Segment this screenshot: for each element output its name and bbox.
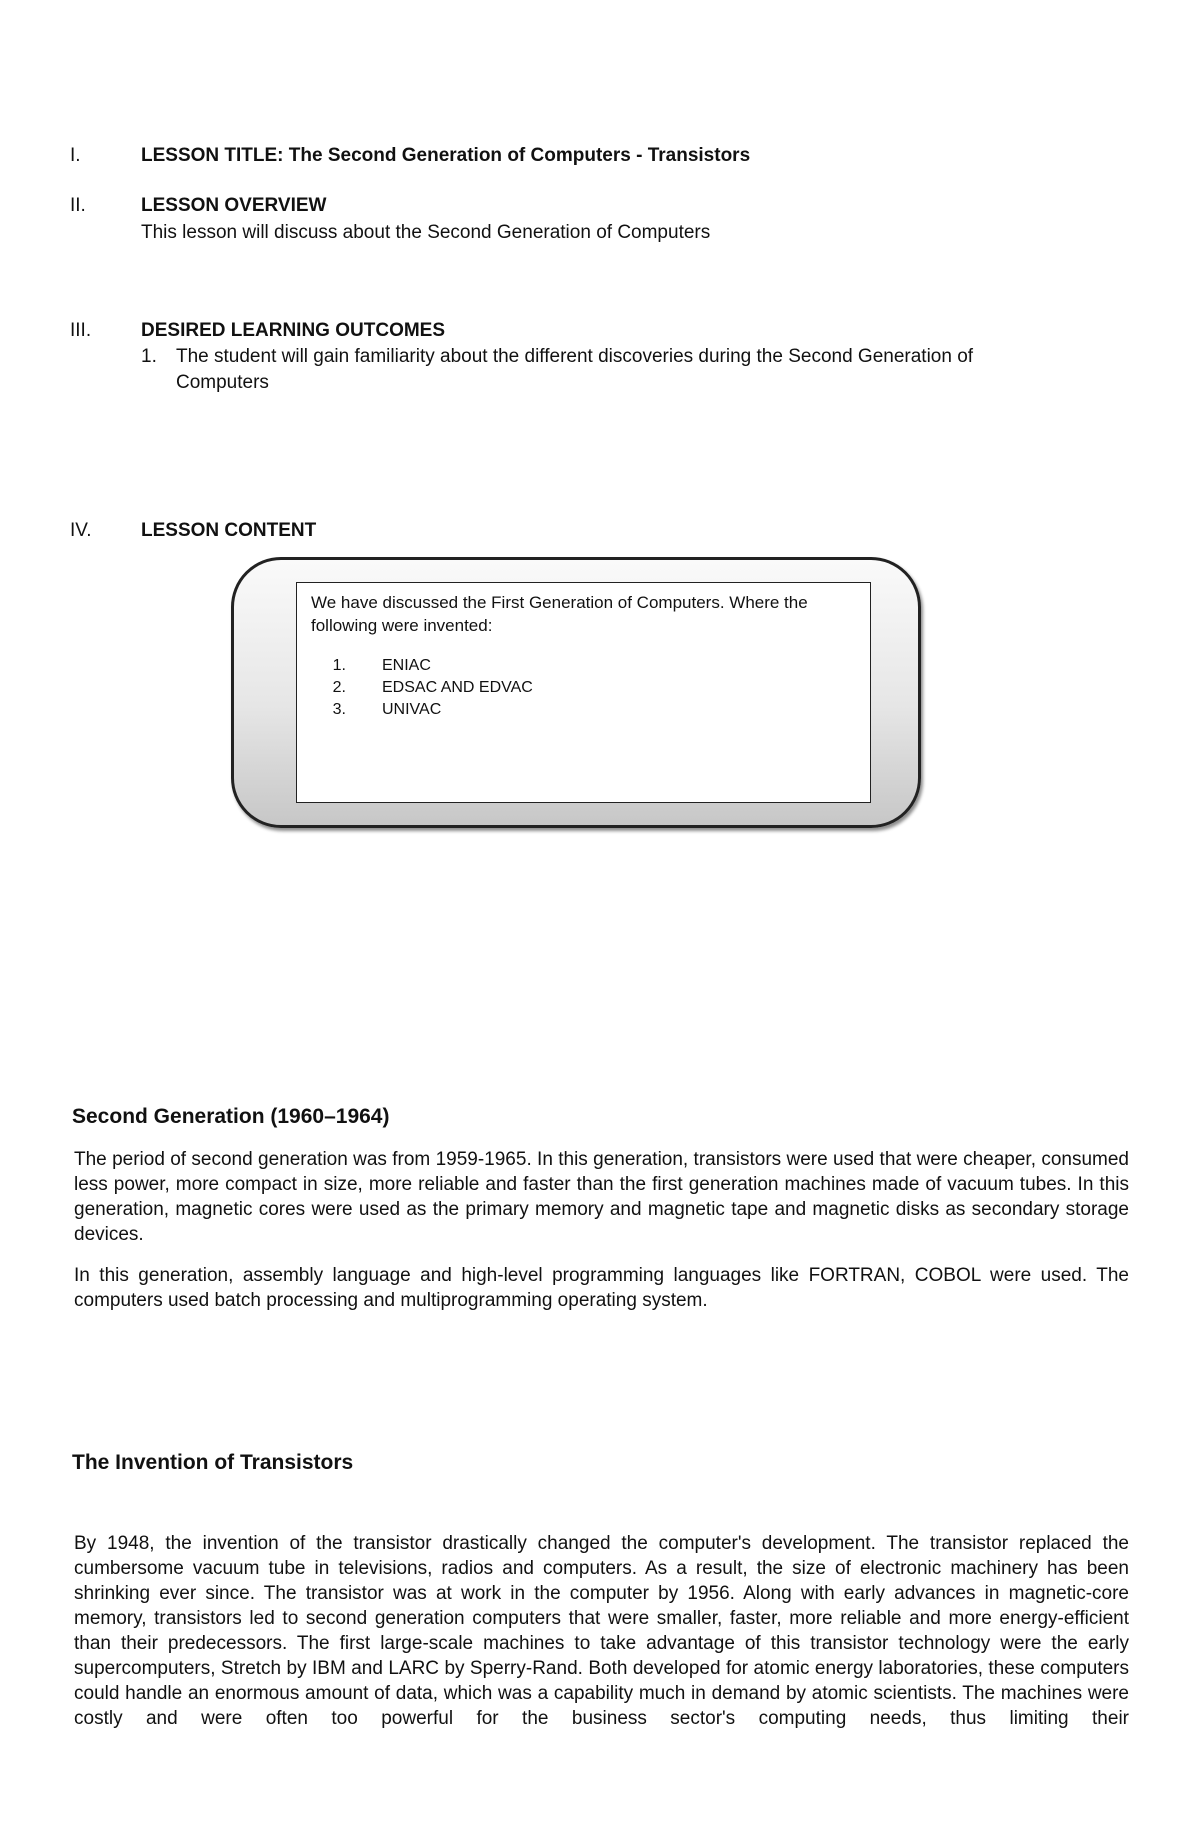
list-item-text: UNIVAC (382, 701, 442, 718)
section-3-numeral: III. (70, 320, 92, 341)
second-generation-heading: Second Generation (1960–1964) (72, 1105, 390, 1128)
list-item (311, 655, 856, 677)
list-item-number: 1. (332, 657, 346, 674)
lesson-content-title: LESSON CONTENT (141, 520, 317, 541)
lesson-overview-title: LESSON OVERVIEW (141, 195, 327, 216)
list-item-number: 2. (332, 679, 346, 696)
list-item (311, 699, 856, 721)
outcome-text-line-1: The student will gain familiarity about the different discoveries during the Second Generation of (176, 346, 974, 367)
list-item (311, 677, 856, 699)
section-4-numeral: IV. (70, 520, 92, 541)
section-2-numeral: II. (70, 195, 86, 216)
list-item-text: ENIAC (382, 657, 431, 674)
invention-heading: The Invention of Transistors (72, 1451, 354, 1474)
second-generation-paragraph-2: In this generation, assembly language and high-level programming languages like FORTRAN, COBOL were used. The computers used batch processing and multiprogramming operating system. (74, 1265, 1129, 1311)
outcome-number: 1. (141, 346, 157, 367)
callout-box (296, 582, 871, 803)
invention-list (311, 655, 856, 721)
list-item-number: 3. (332, 701, 346, 718)
lesson-overview-text: This lesson will discuss about the Second Generation of Computers (141, 222, 711, 243)
list-item-text: EDSAC AND EDVAC (382, 679, 533, 696)
lesson-title: LESSON TITLE: The Second Generation of Computers - Transistors (141, 145, 751, 166)
section-1-numeral: I. (70, 145, 81, 166)
callout-intro: We have discussed the First Generation of Computers. Where the following were invented: (311, 593, 808, 635)
invention-paragraph: By 1948, the invention of the transistor drastically changed the computer's development. The transistor replaced the cumbersome vacuum tube in televisions, radios and computers. As a result, the size of electronic machinery has been shrinking ever since. The transistor was at work in the computer by 1956. Along with early advances in magnetic-core memory, transistors led to second generation computers that were smaller, faster, more reliable and more energy-efficient than their predecessors. The first large-scale machines to take advantage of this transistor technology were the early supercomputers, Stretch by IBM and LARC by Sperry-Rand. Both developed for atomic energy laboratories, these computers could handle an enormous amount of data, which was a capability much in demand by atomic scientists. The machines were costly and were often too powerful for the business sector's computing needs, thus limiting their (74, 1533, 1129, 1729)
learning-outcomes-title: DESIRED LEARNING OUTCOMES (141, 320, 446, 341)
second-generation-paragraph-1: The period of second generation was from 1959-1965. In this generation, transistors were used that were cheaper, consumed less power, more compact in size, more reliable and faster than the first generation machines made of vacuum tubes. In this generation, magnetic cores were used as the primary memory and magnetic tape and magnetic disks as secondary storage devices. (74, 1149, 1129, 1245)
outcome-text-line-2: Computers (176, 372, 269, 393)
